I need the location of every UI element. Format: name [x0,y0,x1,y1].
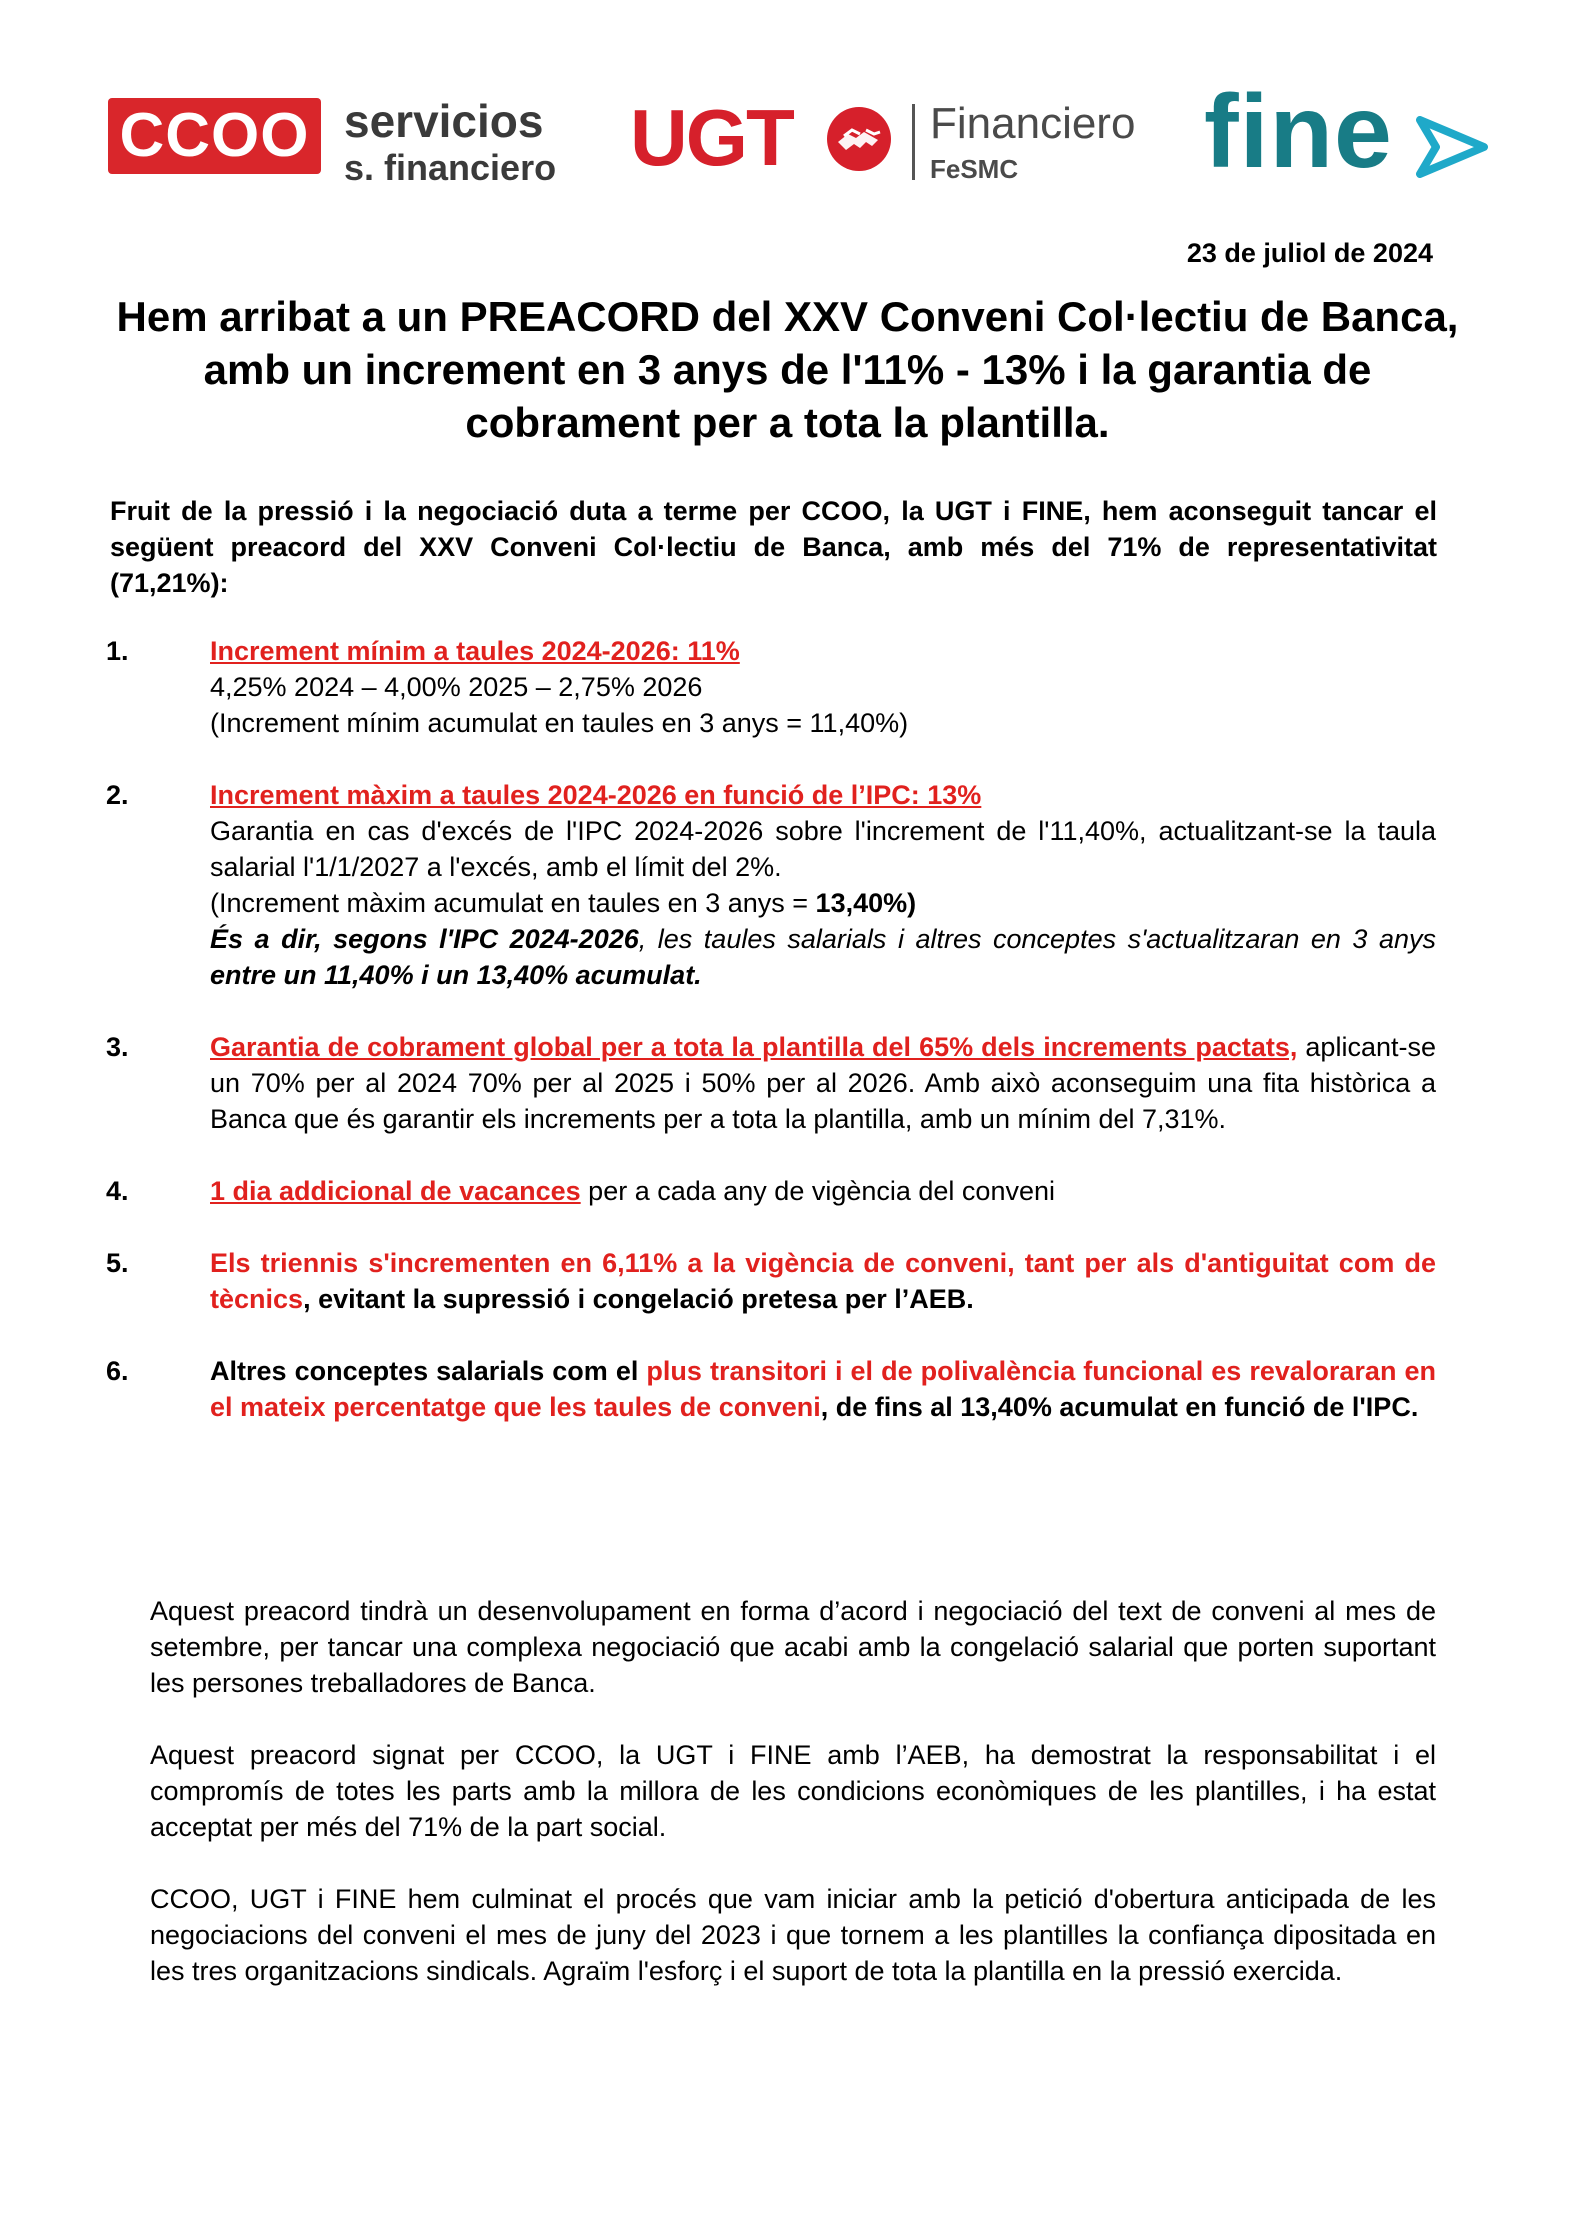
document-date: 23 de juliol de 2024 [1186,238,1433,268]
ugt-logo-mark: UGT [630,93,793,182]
item-emphasis-end: entre un 11,40% i un 13,40% acumulat. [210,960,702,990]
fine-arrow-icon [1416,116,1488,178]
item-line: (Increment màxim acumulat en taules en 3 anys = [210,888,816,918]
ugt-logo-divider [912,104,915,180]
item-emphasis: És a dir, segons l'IPC 2024-2026 [210,924,639,954]
item-number: 1. [106,636,129,666]
item-heading: plus transitori i el de polivalència funcional es revaloraran en el mateix percentatge que les taules de conveni [210,1356,1436,1422]
item-number: 5. [106,1248,129,1278]
ccoo-logo-text: CCOO [119,101,310,170]
item-text: aplicant-se un 70% per al 2024 70% per al 2025 i 50% per al 2026. Amb això aconseguim una fita històrica a Banca que és garantir els increments per a tota la plantilla, amb un mínim del 7,31%. [210,1032,1436,1134]
closing-paragraph: Aquest preacord signat per CCOO, la UGT i FINE amb l’AEB, ha demostrat la responsabilitat i el compromís de totes les parts amb la millora de les condicions econòmiques de les plantilles, i ha estat acceptat per més del 71% de la part social. [150,1740,1436,1842]
ugt-caption-line1: Financiero [930,99,1136,148]
item-heading: 1 dia addicional de vacances [210,1176,581,1206]
list-item [106,1245,1436,1317]
item-heading: Increment mínim a taules 2024-2026: 11% [210,636,740,666]
item-heading: Els triennis s'incrementen en 6,11% a la vigència de conveni, tant per als d'antiguitat com de tècnics [210,1248,1436,1314]
item-number: 4. [106,1176,129,1206]
item-line-bold: 13,40%) [815,888,917,918]
closing-paragraph: Aquest preacord tindrà un desenvolupament en forma d’acord i negociació del text de conveni al mes de setembre, per tancar una complexa negociació que acabi amb la congelació salarial que porten suportant les persones treballadores de Banca. [150,1596,1436,1698]
list-item [106,1029,1436,1137]
item-line: (Increment mínim acumulat en taules en 3 anys = 11,40%) [210,708,909,738]
ugt-logo-caption [930,99,1136,184]
ccoo-caption-line2: s. financiero [344,147,557,188]
ugt-caption-line2: FeSMC [930,154,1019,184]
intro-paragraph: Fruit de la pressió i la negociació duta a terme per CCOO, la UGT i FINE, hem aconseguit tancar el següent preacord del XXV Conveni Col·lectiu de Banca, amb més del 71% de representativitat (71,21%): [110,496,1437,598]
agreement-points-list [106,633,1436,1425]
item-emphasis-text: , les taules salarials i altres conceptes s'actualitzaran en 3 anys [638,924,1436,954]
item-line: 4,25% 2024 – 4,00% 2025 – 2,75% 2026 [210,672,703,702]
ugt-handshake-icon [826,106,892,172]
item-heading: Increment màxim a taules 2024-2026 en funció de l’IPC: 13% [210,780,982,810]
list-item [106,1173,1436,1209]
item-text: , evitant la supressió i congelació pretesa per l’AEB. [303,1284,974,1314]
list-item [106,777,1436,993]
item-line: Garantia en cas d'excés de l'IPC 2024-2026 sobre l'increment de l'11,40%, actualitzant-se la taula salarial l'1/1/2027 a l'excés, amb el límit del 2%. [210,816,1436,882]
fine-logo-mark: fine [1204,74,1393,190]
document-title: Hem arribat a un PREACORD del XXV Conveni Col·lectiu de Banca, amb un increment en 3 anys de l'11% - 13% i la garantia de cobrament per a tota la plantilla. [116,293,1459,446]
item-text: per a cada any de vigència del conveni [580,1176,1055,1206]
item-text: , de fins al 13,40% acumulat en funció de l'IPC. [820,1392,1419,1422]
item-heading: Garantia de cobrament global per a tota la plantilla del 65% dels increments pactats, [210,1032,1298,1062]
ccoo-logo-mark [108,98,321,174]
item-number: 6. [106,1356,129,1386]
closing-paragraph: CCOO, UGT i FINE hem culminat el procés que vam iniciar amb la petició d'obertura anticipada de les negociacions del conveni el mes de juny del 2023 i que tornem a les plantilles la confiança dipositada en les tres organitzacions sindicals. Agraïm l'esforç i el suport de tota la plantilla en la pressió exercida. [150,1884,1436,1986]
list-item [106,633,1436,741]
list-item [106,1353,1436,1425]
item-number: 2. [106,780,129,810]
ccoo-caption-line1: servicios [344,95,544,147]
header-logos [108,74,1488,194]
item-lead: Altres conceptes salarials com el [210,1356,647,1386]
ccoo-logo-caption [344,95,557,188]
item-number: 3. [106,1032,129,1062]
